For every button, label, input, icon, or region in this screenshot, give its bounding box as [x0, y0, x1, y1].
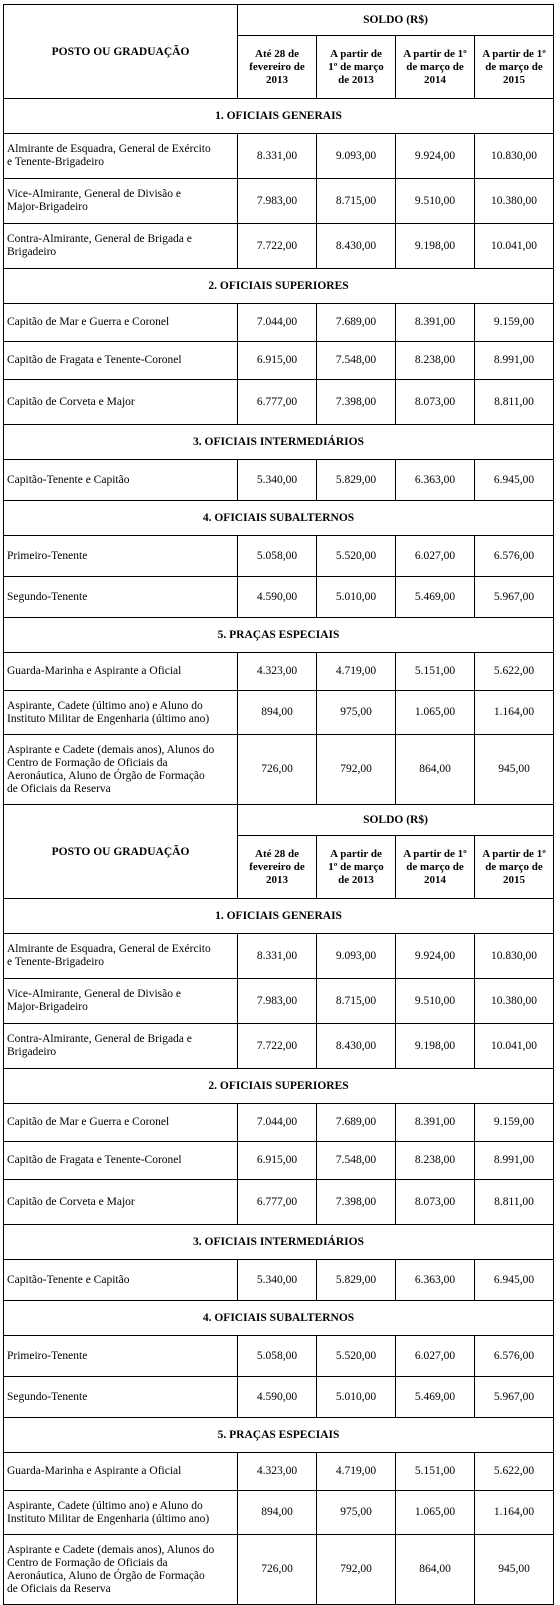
soldo-value-cell: 9.093,00 [317, 934, 396, 979]
section-title: 4. OFICIAIS SUBALTERNOS [4, 501, 554, 536]
rank-cell [4, 380, 238, 425]
section-row [4, 99, 554, 134]
date-column-header [475, 836, 554, 899]
date-column-header [317, 36, 396, 99]
soldo-header: SOLDO (R$) [238, 805, 554, 836]
table-row [4, 1336, 554, 1377]
soldo-value-cell: 8.331,00 [238, 134, 317, 179]
date-column-header [396, 836, 475, 899]
soldo-value-cell: 9.924,00 [396, 934, 475, 979]
rank-cell [4, 1260, 238, 1301]
table-row [4, 1377, 554, 1418]
rank-label: Capitão de Mar e Guerra e Coronel [7, 1116, 170, 1128]
rank-label: Vice-Almirante, General de Divisão e Major-Brigadeiro [7, 188, 181, 213]
section-row [4, 1301, 554, 1336]
soldo-value-cell: 726,00 [238, 735, 317, 805]
soldo-value-cell: 8.391,00 [396, 1104, 475, 1142]
soldo-value-cell: 945,00 [475, 735, 554, 805]
soldo-value-cell: 1.164,00 [475, 691, 554, 735]
soldo-value-cell: 6.027,00 [396, 1336, 475, 1377]
soldo-value-cell: 5.469,00 [396, 577, 475, 618]
soldo-value-cell: 5.058,00 [238, 1336, 317, 1377]
soldo-value-cell: 6.915,00 [238, 1142, 317, 1180]
soldo-value-cell: 7.044,00 [238, 1104, 317, 1142]
rank-label: Aspirante, Cadete (último ano) e Aluno do Instituto Militar de Engenharia (último ano) [7, 699, 210, 725]
soldo-value-cell: 8.991,00 [475, 1142, 554, 1180]
rank-cell [4, 224, 238, 269]
soldo-value-cell: 8.331,00 [238, 934, 317, 979]
soldo-value-cell: 10.041,00 [475, 224, 554, 269]
rank-label: Capitão de Corveta e Major [7, 1195, 135, 1208]
soldo-value-cell: 10.380,00 [475, 179, 554, 224]
rank-label: Primeiro-Tenente [7, 549, 88, 562]
soldo-value-cell: 8.811,00 [475, 1180, 554, 1225]
rank-label: Aspirante, Cadete (último ano) e Aluno do Instituto Militar de Engenharia (último ano) [7, 1499, 210, 1525]
date-column-label: Até 28 de fevereiro de 2013 [249, 47, 305, 86]
table-row [4, 134, 554, 179]
date-column-label: Até 28 de fevereiro de 2013 [249, 847, 305, 886]
soldo-value-cell: 8.430,00 [317, 1024, 396, 1069]
soldo-value-cell: 8.238,00 [396, 342, 475, 380]
rank-label: Capitão-Tenente e Capitão [7, 1273, 130, 1286]
soldo-value-cell: 7.722,00 [238, 224, 317, 269]
rank-cell [4, 653, 238, 691]
table-row [4, 1180, 554, 1225]
soldo-value-cell: 4.719,00 [317, 1453, 396, 1491]
rank-column-header: POSTO OU GRADUAÇÃO [4, 805, 238, 899]
soldo-value-cell: 792,00 [317, 1535, 396, 1605]
soldo-value-cell: 6.945,00 [475, 1260, 554, 1301]
soldo-value-cell: 7.548,00 [317, 1142, 396, 1180]
rank-label: Capitão de Fragata e Tenente-Coronel [7, 1154, 182, 1166]
section-row [4, 1225, 554, 1260]
table-row [4, 179, 554, 224]
table-row [4, 1104, 554, 1142]
soldo-value-cell: 5.151,00 [396, 653, 475, 691]
rank-cell [4, 1104, 238, 1142]
rank-label: Guarda-Marinha e Aspirante a Oficial [7, 665, 182, 677]
table-row [4, 224, 554, 269]
section-title: 1. OFICIAIS GENERAIS [4, 899, 554, 934]
table-row [4, 536, 554, 577]
section-title: 4. OFICIAIS SUBALTERNOS [4, 1301, 554, 1336]
soldo-value-cell: 9.924,00 [396, 134, 475, 179]
table-row [4, 1142, 554, 1180]
rank-label: Contra-Almirante, General de Brigada e Brigadeiro [7, 233, 192, 258]
soldo-table [3, 4, 554, 1605]
soldo-value-cell: 945,00 [475, 1535, 554, 1605]
soldo-value-cell: 7.689,00 [317, 304, 396, 342]
table-row [4, 979, 554, 1024]
soldo-value-cell: 8.811,00 [475, 380, 554, 425]
section-title: 2. OFICIAIS SUPERIORES [4, 1069, 554, 1104]
date-column-header [238, 36, 317, 99]
soldo-value-cell: 1.065,00 [396, 691, 475, 735]
table-row [4, 735, 554, 805]
soldo-header: SOLDO (R$) [238, 5, 554, 36]
section-row [4, 618, 554, 653]
soldo-value-cell: 894,00 [238, 691, 317, 735]
soldo-value-cell: 6.027,00 [396, 536, 475, 577]
soldo-value-cell: 726,00 [238, 1535, 317, 1605]
soldo-value-cell: 5.622,00 [475, 1453, 554, 1491]
soldo-value-cell: 7.983,00 [238, 179, 317, 224]
section-title: 3. OFICIAIS INTERMEDIÁRIOS [4, 1225, 554, 1260]
soldo-value-cell: 1.065,00 [396, 1491, 475, 1535]
soldo-value-cell: 864,00 [396, 1535, 475, 1605]
rank-cell [4, 1142, 238, 1180]
date-column-label: A partir de 1º de março de 2014 [403, 847, 467, 886]
rank-cell [4, 1024, 238, 1069]
table-row [4, 460, 554, 501]
rank-label: Capitão de Corveta e Major [7, 395, 135, 408]
soldo-value-cell: 5.829,00 [317, 460, 396, 501]
rank-cell [4, 979, 238, 1024]
section-row [4, 1069, 554, 1104]
date-column-label: A partir de 1º de março de 2013 [328, 847, 384, 886]
soldo-value-cell: 10.830,00 [475, 934, 554, 979]
rank-cell [4, 735, 238, 805]
date-column-header [396, 36, 475, 99]
soldo-value-cell: 894,00 [238, 1491, 317, 1535]
table-row [4, 1260, 554, 1301]
soldo-value-cell: 5.340,00 [238, 460, 317, 501]
soldo-value-cell: 6.777,00 [238, 1180, 317, 1225]
soldo-value-cell: 8.238,00 [396, 1142, 475, 1180]
rank-cell [4, 1336, 238, 1377]
soldo-value-cell: 792,00 [317, 735, 396, 805]
soldo-value-cell: 9.159,00 [475, 304, 554, 342]
rank-cell [4, 1180, 238, 1225]
table-row [4, 653, 554, 691]
rank-label: Aspirante e Cadete (demais anos), Alunos do Centro de Formação de Oficiais da Aeronáutica, Aluno de Órgão de Formação de Oficiais da Reserva [7, 1543, 215, 1595]
rank-cell [4, 577, 238, 618]
rank-cell [4, 134, 238, 179]
table-row [4, 1453, 554, 1491]
section-row [4, 899, 554, 934]
soldo-value-cell: 975,00 [317, 691, 396, 735]
rank-label: Segundo-Tenente [7, 1390, 88, 1403]
rank-label: Capitão de Mar e Guerra e Coronel [7, 316, 170, 328]
soldo-value-cell: 8.073,00 [396, 1180, 475, 1225]
rank-cell [4, 934, 238, 979]
rank-label: Almirante de Esquadra, General de Exército e Tenente-Brigadeiro [7, 143, 211, 168]
date-column-header [317, 836, 396, 899]
rank-label: Capitão de Fragata e Tenente-Coronel [7, 354, 182, 366]
table-row [4, 934, 554, 979]
rank-cell [4, 179, 238, 224]
section-title: 1. OFICIAIS GENERAIS [4, 99, 554, 134]
rank-label: Capitão-Tenente e Capitão [7, 473, 130, 486]
table-row [4, 577, 554, 618]
table-row [4, 691, 554, 735]
soldo-value-cell: 975,00 [317, 1491, 396, 1535]
soldo-value-cell: 10.830,00 [475, 134, 554, 179]
soldo-value-cell: 5.010,00 [317, 577, 396, 618]
rank-column-header: POSTO OU GRADUAÇÃO [4, 5, 238, 99]
soldo-value-cell: 6.576,00 [475, 1336, 554, 1377]
soldo-value-cell: 5.010,00 [317, 1377, 396, 1418]
rank-cell [4, 536, 238, 577]
soldo-value-cell: 6.363,00 [396, 1260, 475, 1301]
soldo-value-cell: 864,00 [396, 735, 475, 805]
rank-cell [4, 304, 238, 342]
soldo-value-cell: 9.510,00 [396, 179, 475, 224]
rank-label: Contra-Almirante, General de Brigada e Brigadeiro [7, 1033, 192, 1058]
soldo-value-cell: 5.340,00 [238, 1260, 317, 1301]
soldo-value-cell: 6.945,00 [475, 460, 554, 501]
soldo-value-cell: 10.380,00 [475, 979, 554, 1024]
soldo-value-cell: 6.915,00 [238, 342, 317, 380]
soldo-value-cell: 7.548,00 [317, 342, 396, 380]
section-title: 2. OFICIAIS SUPERIORES [4, 269, 554, 304]
table-row [4, 380, 554, 425]
soldo-value-cell: 7.689,00 [317, 1104, 396, 1142]
section-row [4, 501, 554, 536]
table-row [4, 342, 554, 380]
soldo-value-cell: 9.159,00 [475, 1104, 554, 1142]
soldo-value-cell: 5.622,00 [475, 653, 554, 691]
soldo-value-cell: 8.715,00 [317, 979, 396, 1024]
rank-label: Vice-Almirante, General de Divisão e Major-Brigadeiro [7, 988, 181, 1013]
soldo-value-cell: 5.967,00 [475, 1377, 554, 1418]
date-column-header [475, 36, 554, 99]
rank-label: Aspirante e Cadete (demais anos), Alunos do Centro de Formação de Oficiais da Aeronáutica, Aluno de Órgão de Formação de Oficiais da Reserva [7, 743, 215, 795]
rank-cell [4, 342, 238, 380]
soldo-value-cell: 9.510,00 [396, 979, 475, 1024]
soldo-value-cell: 4.323,00 [238, 1453, 317, 1491]
soldo-value-cell: 5.520,00 [317, 1336, 396, 1377]
section-row [4, 425, 554, 460]
soldo-value-cell: 8.391,00 [396, 304, 475, 342]
soldo-value-cell: 5.058,00 [238, 536, 317, 577]
soldo-value-cell: 7.044,00 [238, 304, 317, 342]
date-column-label: A partir de 1º de março de 2015 [482, 847, 546, 886]
soldo-value-cell: 8.991,00 [475, 342, 554, 380]
soldo-value-cell: 5.151,00 [396, 1453, 475, 1491]
rank-label: Almirante de Esquadra, General de Exército e Tenente-Brigadeiro [7, 943, 211, 968]
soldo-value-cell: 8.715,00 [317, 179, 396, 224]
date-column-label: A partir de 1º de março de 2014 [403, 47, 467, 86]
soldo-value-cell: 5.967,00 [475, 577, 554, 618]
rank-cell [4, 1453, 238, 1491]
soldo-value-cell: 7.722,00 [238, 1024, 317, 1069]
header-row-top [4, 5, 554, 36]
soldo-value-cell: 7.398,00 [317, 380, 396, 425]
soldo-value-cell: 4.590,00 [238, 577, 317, 618]
soldo-value-cell: 5.469,00 [396, 1377, 475, 1418]
rank-cell [4, 460, 238, 501]
soldo-value-cell: 10.041,00 [475, 1024, 554, 1069]
soldo-value-cell: 6.576,00 [475, 536, 554, 577]
date-column-header [238, 836, 317, 899]
soldo-value-cell: 5.520,00 [317, 536, 396, 577]
header-row-top [4, 805, 554, 836]
rank-label: Guarda-Marinha e Aspirante a Oficial [7, 1465, 182, 1477]
soldo-value-cell: 9.093,00 [317, 134, 396, 179]
rank-cell [4, 1377, 238, 1418]
rank-label: Segundo-Tenente [7, 590, 88, 603]
section-title: 5. PRAÇAS ESPECIAIS [4, 618, 554, 653]
rank-label: Primeiro-Tenente [7, 1349, 88, 1362]
table-row [4, 304, 554, 342]
rank-cell [4, 1491, 238, 1535]
soldo-value-cell: 7.983,00 [238, 979, 317, 1024]
section-title: 3. OFICIAIS INTERMEDIÁRIOS [4, 425, 554, 460]
section-row [4, 269, 554, 304]
rank-cell [4, 691, 238, 735]
soldo-value-cell: 7.398,00 [317, 1180, 396, 1225]
date-column-label: A partir de 1º de março de 2013 [328, 47, 384, 86]
section-title: 5. PRAÇAS ESPECIAIS [4, 1418, 554, 1453]
date-column-label: A partir de 1º de março de 2015 [482, 47, 546, 86]
soldo-value-cell: 6.363,00 [396, 460, 475, 501]
soldo-value-cell: 1.164,00 [475, 1491, 554, 1535]
soldo-value-cell: 9.198,00 [396, 1024, 475, 1069]
soldo-value-cell: 5.829,00 [317, 1260, 396, 1301]
soldo-value-cell: 4.590,00 [238, 1377, 317, 1418]
soldo-value-cell: 4.323,00 [238, 653, 317, 691]
section-row [4, 1418, 554, 1453]
soldo-value-cell: 8.430,00 [317, 224, 396, 269]
soldo-value-cell: 4.719,00 [317, 653, 396, 691]
table-row [4, 1024, 554, 1069]
rank-cell [4, 1535, 238, 1605]
soldo-value-cell: 6.777,00 [238, 380, 317, 425]
soldo-value-cell: 8.073,00 [396, 380, 475, 425]
soldo-value-cell: 9.198,00 [396, 224, 475, 269]
table-row [4, 1535, 554, 1605]
table-row [4, 1491, 554, 1535]
